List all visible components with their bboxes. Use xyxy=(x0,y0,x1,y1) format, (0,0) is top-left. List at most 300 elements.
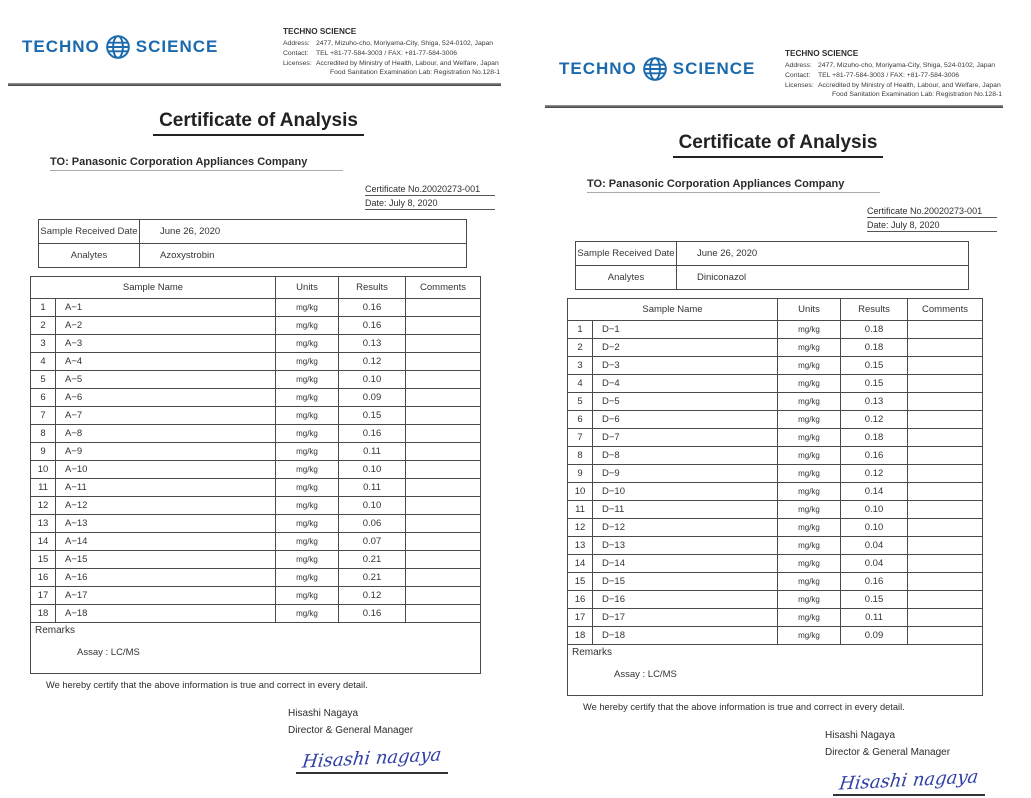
units-cell: mg/kg xyxy=(276,551,339,569)
signer-block xyxy=(288,705,511,739)
signer-title: Director & General Manager xyxy=(825,747,951,759)
row-number: 17 xyxy=(568,609,593,627)
sample-name-cell: A−16 xyxy=(56,569,276,587)
row-number: 8 xyxy=(568,447,593,465)
sample-name-cell: D−8 xyxy=(593,447,778,465)
sample-name-cell: D−6 xyxy=(593,411,778,429)
sample-name-cell: D−9 xyxy=(593,465,778,483)
result-cell: 0.15 xyxy=(841,375,908,393)
comment-cell xyxy=(406,479,481,497)
result-row xyxy=(568,537,983,555)
units-cell: mg/kg xyxy=(276,533,339,551)
sample-name-cell: D−4 xyxy=(593,375,778,393)
comment-cell xyxy=(908,555,983,573)
row-number: 12 xyxy=(31,497,56,515)
sample-name-header: Sample Name xyxy=(31,277,276,299)
units-cell: mg/kg xyxy=(778,321,841,339)
contact-text: TEL +81-77-584-3003 / FAX: +81-77-584-3006 xyxy=(316,49,458,57)
sample-name-cell: D−2 xyxy=(593,339,778,357)
row-number: 14 xyxy=(31,533,56,551)
table-row xyxy=(576,266,969,290)
row-number: 16 xyxy=(31,569,56,587)
result-cell: 0.16 xyxy=(339,605,406,623)
result-row xyxy=(31,335,481,353)
analytes-value: Diniconazol xyxy=(677,266,969,290)
comment-cell xyxy=(406,533,481,551)
signer-name: Hisashi Nagaya xyxy=(825,730,896,742)
certificate-diniconazol xyxy=(543,28,1013,795)
units-cell: mg/kg xyxy=(778,591,841,609)
units-cell: mg/kg xyxy=(276,299,339,317)
results-table xyxy=(30,276,481,623)
comment-cell xyxy=(908,537,983,555)
result-row xyxy=(568,555,983,573)
signer-title: Director & General Manager xyxy=(288,725,414,737)
address-label: Address: xyxy=(283,39,310,47)
analytes-value: Azoxystrobin xyxy=(140,244,467,268)
result-cell: 0.15 xyxy=(841,591,908,609)
result-row xyxy=(31,317,481,335)
row-number: 11 xyxy=(568,501,593,519)
result-cell: 0.10 xyxy=(841,501,908,519)
received-date-value: June 26, 2020 xyxy=(140,220,467,244)
table-row xyxy=(39,244,467,268)
row-number: 18 xyxy=(568,627,593,645)
certificate-azoxystrobin xyxy=(6,6,511,773)
signer-name: Hisashi Nagaya xyxy=(288,708,359,720)
sample-name-cell: A−15 xyxy=(56,551,276,569)
received-date-label: Sample Received Date xyxy=(39,220,140,244)
result-row xyxy=(31,497,481,515)
sample-name-cell: A−18 xyxy=(56,605,276,623)
comment-cell xyxy=(908,447,983,465)
result-cell: 0.16 xyxy=(339,425,406,443)
result-row xyxy=(568,465,983,483)
letterhead-company: TECHNO SCIENCE xyxy=(785,49,859,58)
sample-name-cell: D−16 xyxy=(593,591,778,609)
result-row xyxy=(568,519,983,537)
units-header: Units xyxy=(778,299,841,321)
row-number: 14 xyxy=(568,555,593,573)
row-number: 11 xyxy=(31,479,56,497)
units-cell: mg/kg xyxy=(276,317,339,335)
licenses-label: Licenses: xyxy=(283,59,312,67)
row-number: 18 xyxy=(31,605,56,623)
result-cell: 0.14 xyxy=(841,483,908,501)
units-cell: mg/kg xyxy=(276,587,339,605)
result-row xyxy=(568,411,983,429)
techno-science-logo xyxy=(559,56,755,82)
result-row xyxy=(31,479,481,497)
comment-cell xyxy=(406,353,481,371)
units-cell: mg/kg xyxy=(778,519,841,537)
result-row xyxy=(31,461,481,479)
result-row xyxy=(31,443,481,461)
sample-name-cell: A−6 xyxy=(56,389,276,407)
certificate-date: Date: July 8, 2020 xyxy=(365,196,495,210)
result-row xyxy=(568,375,983,393)
result-cell: 0.10 xyxy=(339,497,406,515)
results-header: Results xyxy=(841,299,908,321)
letterhead-row xyxy=(6,6,511,78)
units-cell: mg/kg xyxy=(276,515,339,533)
comment-cell xyxy=(406,335,481,353)
analytes-label: Analytes xyxy=(576,266,677,290)
comment-cell xyxy=(908,627,983,645)
result-cell: 0.13 xyxy=(339,335,406,353)
units-cell: mg/kg xyxy=(778,501,841,519)
result-cell: 0.16 xyxy=(339,299,406,317)
sample-name-cell: A−17 xyxy=(56,587,276,605)
comment-cell xyxy=(908,591,983,609)
result-cell: 0.12 xyxy=(841,465,908,483)
result-row xyxy=(568,339,983,357)
result-row xyxy=(568,357,983,375)
comment-cell xyxy=(908,339,983,357)
row-number: 4 xyxy=(31,353,56,371)
sample-name-cell: D−13 xyxy=(593,537,778,555)
row-number: 10 xyxy=(31,461,56,479)
result-cell: 0.18 xyxy=(841,321,908,339)
row-number: 5 xyxy=(31,371,56,389)
results-header: Results xyxy=(339,277,406,299)
result-row xyxy=(31,533,481,551)
sample-name-cell: D−11 xyxy=(593,501,778,519)
comment-cell xyxy=(406,497,481,515)
licenses-continued: Food Sanitation Examination Lab: Registration No.128-1 xyxy=(832,91,1003,99)
comment-cell xyxy=(406,569,481,587)
comment-cell xyxy=(908,519,983,537)
licenses-continued: Food Sanitation Examination Lab: Registration No.128-1 xyxy=(330,69,501,77)
sample-name-cell: D−10 xyxy=(593,483,778,501)
units-cell: mg/kg xyxy=(276,425,339,443)
result-row xyxy=(31,299,481,317)
result-cell: 0.07 xyxy=(339,533,406,551)
contact-label: Contact: xyxy=(785,71,811,79)
result-row xyxy=(568,393,983,411)
row-number: 3 xyxy=(568,357,593,375)
logo-text-left: TECHNO xyxy=(559,59,637,78)
row-number: 6 xyxy=(568,411,593,429)
letterhead-block xyxy=(283,26,503,78)
sample-name-cell: D−15 xyxy=(593,573,778,591)
row-number: 2 xyxy=(31,317,56,335)
reference-block xyxy=(365,182,495,210)
result-row xyxy=(31,605,481,623)
row-number: 15 xyxy=(568,573,593,591)
results-table xyxy=(567,298,983,645)
row-number: 12 xyxy=(568,519,593,537)
certification-statement: We hereby certify that the above information is true and correct in every detail. xyxy=(46,680,368,691)
units-cell: mg/kg xyxy=(778,357,841,375)
sample-name-cell: D−5 xyxy=(593,393,778,411)
row-number: 3 xyxy=(31,335,56,353)
comment-cell xyxy=(406,443,481,461)
row-number: 7 xyxy=(568,429,593,447)
remarks-label: Remarks xyxy=(35,625,76,637)
comment-cell xyxy=(908,393,983,411)
result-row xyxy=(568,501,983,519)
sample-info-table xyxy=(38,219,467,268)
result-cell: 0.18 xyxy=(841,429,908,447)
remarks-label: Remarks xyxy=(572,647,613,659)
results-header-row xyxy=(31,277,481,299)
row-number: 9 xyxy=(568,465,593,483)
signer-block xyxy=(825,727,1013,761)
sample-info-table xyxy=(575,241,969,290)
results-header-row xyxy=(568,299,983,321)
sample-name-cell: A−3 xyxy=(56,335,276,353)
comment-cell xyxy=(406,551,481,569)
units-header: Units xyxy=(276,277,339,299)
result-row xyxy=(568,609,983,627)
sample-name-cell: A−2 xyxy=(56,317,276,335)
row-number: 16 xyxy=(568,591,593,609)
comment-cell xyxy=(908,375,983,393)
sample-name-cell: A−13 xyxy=(56,515,276,533)
comment-cell xyxy=(406,515,481,533)
row-number: 4 xyxy=(568,375,593,393)
comment-cell xyxy=(406,605,481,623)
sample-name-cell: A−1 xyxy=(56,299,276,317)
result-cell: 0.21 xyxy=(339,551,406,569)
result-row xyxy=(31,407,481,425)
letterhead-block xyxy=(785,48,1005,100)
result-row xyxy=(568,321,983,339)
units-cell: mg/kg xyxy=(778,555,841,573)
result-cell: 0.10 xyxy=(339,461,406,479)
assay-line: Assay : LC/MS xyxy=(614,669,677,681)
row-number: 1 xyxy=(31,299,56,317)
row-number: 8 xyxy=(31,425,56,443)
sample-name-cell: A−12 xyxy=(56,497,276,515)
sample-name-cell: A−9 xyxy=(56,443,276,461)
units-cell: mg/kg xyxy=(778,339,841,357)
recipient-line: TO: Panasonic Corporation Appliances Company xyxy=(50,156,511,168)
sample-name-cell: D−1 xyxy=(593,321,778,339)
globe-icon xyxy=(642,56,668,82)
result-row xyxy=(31,425,481,443)
units-cell: mg/kg xyxy=(276,569,339,587)
units-cell: mg/kg xyxy=(778,375,841,393)
logo-text-right: SCIENCE xyxy=(135,37,219,56)
signature-line xyxy=(296,744,448,774)
certificate-number: Certificate No.20020273-001 xyxy=(867,204,997,218)
techno-science-logo xyxy=(22,34,218,60)
assay-line: Assay : LC/MS xyxy=(77,647,140,659)
page-title: Certificate of Analysis xyxy=(153,110,364,136)
comment-cell xyxy=(406,425,481,443)
sample-name-cell: A−5 xyxy=(56,371,276,389)
result-row xyxy=(31,551,481,569)
row-number: 7 xyxy=(31,407,56,425)
sample-name-cell: D−18 xyxy=(593,627,778,645)
result-row xyxy=(568,573,983,591)
units-cell: mg/kg xyxy=(276,407,339,425)
result-cell: 0.16 xyxy=(339,317,406,335)
row-number: 2 xyxy=(568,339,593,357)
row-number: 9 xyxy=(31,443,56,461)
logo-text-left: TECHNO xyxy=(22,37,100,56)
result-cell: 0.18 xyxy=(841,339,908,357)
header-divider xyxy=(8,83,501,86)
comment-cell xyxy=(908,501,983,519)
result-row xyxy=(31,587,481,605)
result-row xyxy=(568,591,983,609)
result-row xyxy=(568,483,983,501)
comment-cell xyxy=(406,371,481,389)
comment-cell xyxy=(406,299,481,317)
result-cell: 0.10 xyxy=(841,519,908,537)
comment-cell xyxy=(908,357,983,375)
units-cell: mg/kg xyxy=(276,479,339,497)
units-cell: mg/kg xyxy=(778,393,841,411)
units-cell: mg/kg xyxy=(778,537,841,555)
result-cell: 0.13 xyxy=(841,393,908,411)
address-text: 2477, Mizuho-cho, Moriyama-City, Shiga, 524-0102, Japan xyxy=(316,39,494,47)
result-row xyxy=(31,569,481,587)
sample-name-cell: A−8 xyxy=(56,425,276,443)
result-row xyxy=(31,389,481,407)
letterhead-company: TECHNO SCIENCE xyxy=(283,27,357,36)
sample-name-cell: D−3 xyxy=(593,357,778,375)
comments-header: Comments xyxy=(908,299,983,321)
comment-cell xyxy=(908,429,983,447)
licenses-text: Accredited by Ministry of Health, Labour, and Welfare, Japan xyxy=(316,59,499,67)
comment-cell xyxy=(908,609,983,627)
row-number: 17 xyxy=(31,587,56,605)
contact-text: TEL +81-77-584-3003 / FAX: +81-77-584-3006 xyxy=(818,71,960,79)
result-cell: 0.12 xyxy=(841,411,908,429)
units-cell: mg/kg xyxy=(778,429,841,447)
comment-cell xyxy=(406,407,481,425)
result-cell: 0.11 xyxy=(339,479,406,497)
header-divider xyxy=(545,105,1003,108)
units-cell: mg/kg xyxy=(276,461,339,479)
table-row xyxy=(39,220,467,244)
comment-cell xyxy=(406,461,481,479)
row-number: 15 xyxy=(31,551,56,569)
result-cell: 0.16 xyxy=(841,447,908,465)
table-row xyxy=(576,242,969,266)
sample-name-cell: D−12 xyxy=(593,519,778,537)
certification-statement: We hereby certify that the above information is true and correct in every detail. xyxy=(583,702,905,713)
units-cell: mg/kg xyxy=(276,605,339,623)
result-cell: 0.12 xyxy=(339,587,406,605)
units-cell: mg/kg xyxy=(276,443,339,461)
sample-name-cell: A−10 xyxy=(56,461,276,479)
result-row xyxy=(568,447,983,465)
comment-cell xyxy=(908,573,983,591)
sample-name-cell: A−14 xyxy=(56,533,276,551)
sample-name-header: Sample Name xyxy=(568,299,778,321)
comment-cell xyxy=(908,465,983,483)
logo-text-right: SCIENCE xyxy=(672,59,756,78)
comment-cell xyxy=(406,587,481,605)
sample-name-cell: D−7 xyxy=(593,429,778,447)
result-cell: 0.15 xyxy=(841,357,908,375)
remarks-box xyxy=(567,644,983,696)
sample-name-cell: D−14 xyxy=(593,555,778,573)
result-row xyxy=(31,353,481,371)
comment-cell xyxy=(908,411,983,429)
units-cell: mg/kg xyxy=(276,371,339,389)
result-cell: 0.21 xyxy=(339,569,406,587)
comment-cell xyxy=(406,389,481,407)
licenses-label: Licenses: xyxy=(785,81,814,89)
result-row xyxy=(568,429,983,447)
sample-name-cell: D−17 xyxy=(593,609,778,627)
units-cell: mg/kg xyxy=(778,609,841,627)
licenses-text: Accredited by Ministry of Health, Labour, and Welfare, Japan xyxy=(818,81,1001,89)
result-cell: 0.16 xyxy=(841,573,908,591)
contact-label: Contact: xyxy=(283,49,309,57)
address-text: 2477, Mizuho-cho, Moriyama-City, Shiga, 524-0102, Japan xyxy=(818,61,996,69)
units-cell: mg/kg xyxy=(778,483,841,501)
result-row xyxy=(31,371,481,389)
analytes-label: Analytes xyxy=(39,244,140,268)
handwritten-signature: Hisashi nagaya xyxy=(838,766,980,795)
result-cell: 0.09 xyxy=(339,389,406,407)
units-cell: mg/kg xyxy=(276,497,339,515)
result-cell: 0.06 xyxy=(339,515,406,533)
sample-name-cell: A−4 xyxy=(56,353,276,371)
row-number: 13 xyxy=(31,515,56,533)
certificate-date: Date: July 8, 2020 xyxy=(867,218,997,232)
sample-name-cell: A−7 xyxy=(56,407,276,425)
result-cell: 0.12 xyxy=(339,353,406,371)
letterhead-row xyxy=(543,28,1013,100)
page-title: Certificate of Analysis xyxy=(673,132,884,158)
comment-cell xyxy=(406,317,481,335)
received-date-value: June 26, 2020 xyxy=(677,242,969,266)
units-cell: mg/kg xyxy=(778,447,841,465)
units-cell: mg/kg xyxy=(276,353,339,371)
result-cell: 0.10 xyxy=(339,371,406,389)
row-number: 5 xyxy=(568,393,593,411)
comment-cell xyxy=(908,483,983,501)
certificate-number: Certificate No.20020273-001 xyxy=(365,182,495,196)
result-cell: 0.04 xyxy=(841,555,908,573)
row-number: 1 xyxy=(568,321,593,339)
address-label: Address: xyxy=(785,61,812,69)
sample-name-cell: A−11 xyxy=(56,479,276,497)
units-cell: mg/kg xyxy=(778,465,841,483)
remarks-box xyxy=(30,622,481,674)
recipient-line: TO: Panasonic Corporation Appliances Company xyxy=(587,178,1013,190)
row-number: 10 xyxy=(568,483,593,501)
units-cell: mg/kg xyxy=(276,335,339,353)
result-cell: 0.09 xyxy=(841,627,908,645)
comment-cell xyxy=(908,321,983,339)
handwritten-signature: Hisashi nagaya xyxy=(301,744,443,773)
reference-block xyxy=(867,204,997,232)
units-cell: mg/kg xyxy=(778,411,841,429)
row-number: 6 xyxy=(31,389,56,407)
units-cell: mg/kg xyxy=(778,573,841,591)
comments-header: Comments xyxy=(406,277,481,299)
globe-icon xyxy=(105,34,131,60)
units-cell: mg/kg xyxy=(276,389,339,407)
result-row xyxy=(568,627,983,645)
row-number: 13 xyxy=(568,537,593,555)
result-cell: 0.04 xyxy=(841,537,908,555)
signature-line xyxy=(833,766,985,796)
result-cell: 0.11 xyxy=(339,443,406,461)
result-row xyxy=(31,515,481,533)
units-cell: mg/kg xyxy=(778,627,841,645)
received-date-label: Sample Received Date xyxy=(576,242,677,266)
